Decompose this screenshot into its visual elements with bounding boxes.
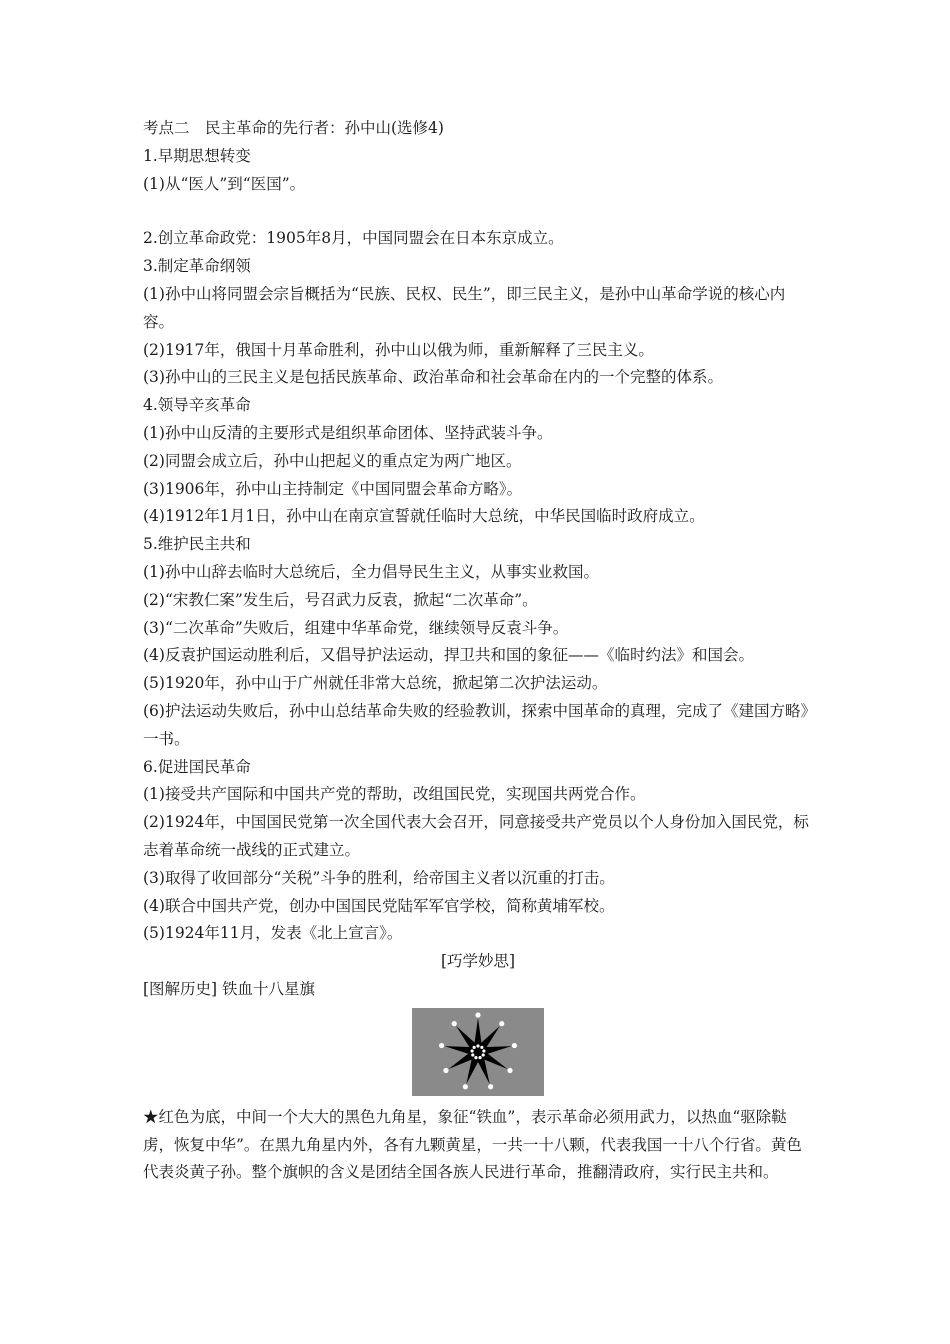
inner-star-dot <box>474 1056 477 1059</box>
section-title: 5.维护民主共和 <box>143 535 251 554</box>
list-item: (2)同盟会成立后，孙中山把起义的重点定为两广地区。 <box>143 451 522 470</box>
eighteen-star-flag-image <box>412 1008 544 1096</box>
list-item: (2)1917年，俄国十月革命胜利，孙中山以俄为师，重新解释了三民主义。 <box>143 340 654 359</box>
inner-star-dot <box>478 1056 481 1059</box>
list-item: (1)从“医人”到“医国”。 <box>143 174 306 193</box>
inner-star-dot <box>482 1053 485 1056</box>
blank-line <box>143 198 813 225</box>
outer-star-dot <box>452 1021 457 1026</box>
list-item: (3)1906年，孙中山主持制定《中国同盟会革命方略》。 <box>143 479 523 498</box>
list-item: (3)“二次革命”失败后，组建中华革命党，继续领导反袁斗争。 <box>143 618 569 637</box>
section-title: 6.促进国民革命 <box>143 757 251 776</box>
inner-star-dot <box>471 1053 474 1056</box>
section-title: 1.早期思想转变 <box>143 146 251 165</box>
outer-star-dot <box>507 1068 512 1073</box>
inner-star-dot <box>476 1044 479 1047</box>
list-item: (3)取得了收回部分“关税”斗争的胜利，给帝国主义者以沉重的打击。 <box>143 868 615 887</box>
list-item: (5)1924年11月，发表《北上宣言》。 <box>143 924 403 943</box>
list-item: (4)1912年1月1日，孙中山在南京宣誓就任临时大总统，中华民国临时政府成立。 <box>143 507 705 526</box>
section-title: 4.领导辛亥革命 <box>143 396 251 415</box>
document-page <box>143 115 813 1187</box>
outer-star-dot <box>443 1068 448 1073</box>
section-title: 2.创立革命政党：1905年8月，中国同盟会在日本东京成立。 <box>143 229 564 248</box>
tips-heading: [巧学妙思] <box>440 952 516 971</box>
inner-star-dot <box>480 1046 483 1049</box>
figure-caption: [图解历史] 铁血十八星旗 <box>143 979 316 998</box>
list-item: (2)1924年，中国国民党第一次全国代表大会召开，同意接受共产党员以个人身份加入国民党，标志着革命统一战线的正式建立。 <box>143 813 809 859</box>
outer-star-dot <box>488 1084 493 1089</box>
inner-star-dot <box>470 1049 473 1052</box>
list-item: (1)孙中山将同盟会宗旨概括为“民族、民权、民生”，即三民主义，是孙中山革命学说的核心内容。 <box>143 284 786 331</box>
list-item: (1)接受共产国际和中国共产党的帮助，改组国民党，实现国共两党合作。 <box>143 785 646 804</box>
list-item: (5)1920年，孙中山于广州就任非常大总统，掀起第二次护法运动。 <box>143 674 608 693</box>
section-title: 3.制定革命纲领 <box>143 257 251 276</box>
list-item: (1)孙中山辞去临时大总统后，全力倡导民生主义，从事实业救国。 <box>143 562 599 581</box>
flag-figure <box>143 1008 813 1096</box>
flag-description: ★红色为底，中间一个大大的黑色九角星，象征“铁血”，表示革命必须用武力，以热血“驱除鞑虏，恢复中华”。在黑九角星内外，各有九颗黄星，一共一十八颗，代表我国一十八个行省。黄色代表炎黄子孙。整个旗帜的含义是团结全国各族人民进行革命，推翻清政府，实行民主共和。 <box>143 1107 802 1182</box>
page-title: 考点二 民主革命的先行者：孙中山(选修4) <box>143 119 444 137</box>
outer-star-dot <box>512 1043 517 1048</box>
inner-star-dot <box>482 1049 485 1052</box>
outer-star-dot <box>475 1012 480 1017</box>
list-item: (6)护法运动失败后，孙中山总结革命失败的经验教训，探索中国革命的真理，完成了《建国方略》一书。 <box>143 701 809 748</box>
outer-star-dot <box>499 1021 504 1026</box>
list-item: (4)反袁护国运动胜利后，又倡导护法运动，捍卫共和国的象征——《临时约法》和国会。 <box>143 646 754 665</box>
outer-star-dot <box>439 1043 444 1048</box>
list-item: (4)联合中国共产党，创办中国国民党陆军军官学校，简称黄埔军校。 <box>143 896 615 915</box>
list-item: (1)孙中山反清的主要形式是组织革命团体、坚持武装斗争。 <box>143 423 553 442</box>
list-item: (2)“宋教仁案”发生后，号召武力反袁，掀起“二次革命”。 <box>143 590 538 609</box>
list-item: (3)孙中山的三民主义是包括民族革命、政治革命和社会革命在内的一个完整的体系。 <box>143 368 723 387</box>
inner-star-dot <box>473 1046 476 1049</box>
outer-star-dot <box>463 1084 468 1089</box>
